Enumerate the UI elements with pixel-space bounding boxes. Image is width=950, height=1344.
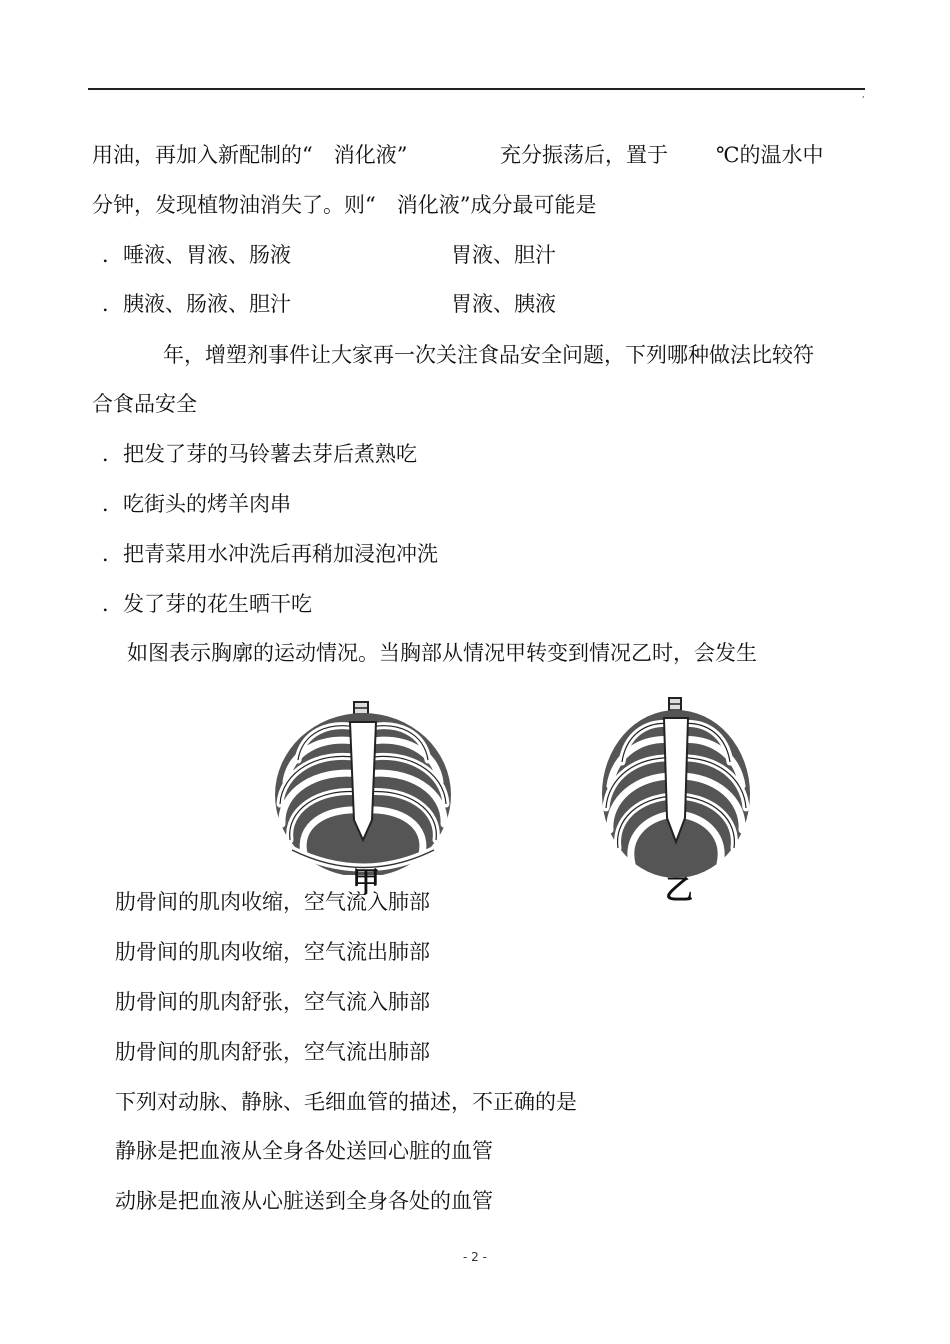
q1-option-d: 胃液、胰液 [451,292,556,316]
q1-line2: 分钟，发现植物油消失了。则“ 消化液”成分最可能是 [92,193,597,217]
q2-option-c: ．把青菜用水冲洗后再稍加浸泡冲洗 [102,542,438,566]
q1-option-c: ．胰液、肠液、胆汁 [102,292,291,316]
header-rule-mark: , [862,90,865,99]
q4-stem: 下列对动脉、静脉、毛细血管的描述，不正确的是 [115,1090,577,1114]
q3-stem: 如图表示胸廓的运动情况。当胸部从情况甲转变到情况乙时，会发生 [127,641,757,665]
ribcage-figure-jia [272,700,454,875]
q1-option-a: ．唾液、胃液、肠液 [102,243,291,267]
page-number: - 2 - [463,1250,487,1264]
q3-option-a: 肋骨间的肌肉收缩，空气流入肺部 [115,890,430,914]
q2-stem-line1: 年，增塑剂事件让大家再一次关注食品安全问题，下列哪种做法比较符 [163,343,814,367]
q2-stem-line2: 合食品安全 [92,392,197,416]
q1-line1-part1: 用油，再加入新配制的“ 消化液” [92,143,408,167]
q3-option-c: 肋骨间的肌肉舒张，空气流入肺部 [115,990,430,1014]
figure-label-jia: 甲 [352,865,381,898]
q2-option-d: ．发了芽的花生晒干吃 [102,592,312,616]
header-rule [88,88,865,90]
q2-option-a: ．把发了芽的马铃薯去芽后煮熟吃 [102,442,417,466]
figure-label-yi: 乙 [665,873,694,906]
q4-option-a: 静脉是把血液从全身各处送回心脏的血管 [115,1139,493,1163]
q3-option-b: 肋骨间的肌肉收缩，空气流出肺部 [115,940,430,964]
q2-option-b: ．吃街头的烤羊肉串 [102,492,291,516]
q4-option-b: 动脉是把血液从心脏送到全身各处的血管 [115,1189,493,1213]
q1-line1-part3: ℃的温水中 [716,143,824,167]
q1-option-b: 胃液、胆汁 [451,243,556,267]
ribcage-figure-yi [600,696,752,878]
q3-option-d: 肋骨间的肌肉舒张，空气流出肺部 [115,1040,430,1064]
q1-line1-part2: 充分振荡后，置于 [500,143,668,167]
